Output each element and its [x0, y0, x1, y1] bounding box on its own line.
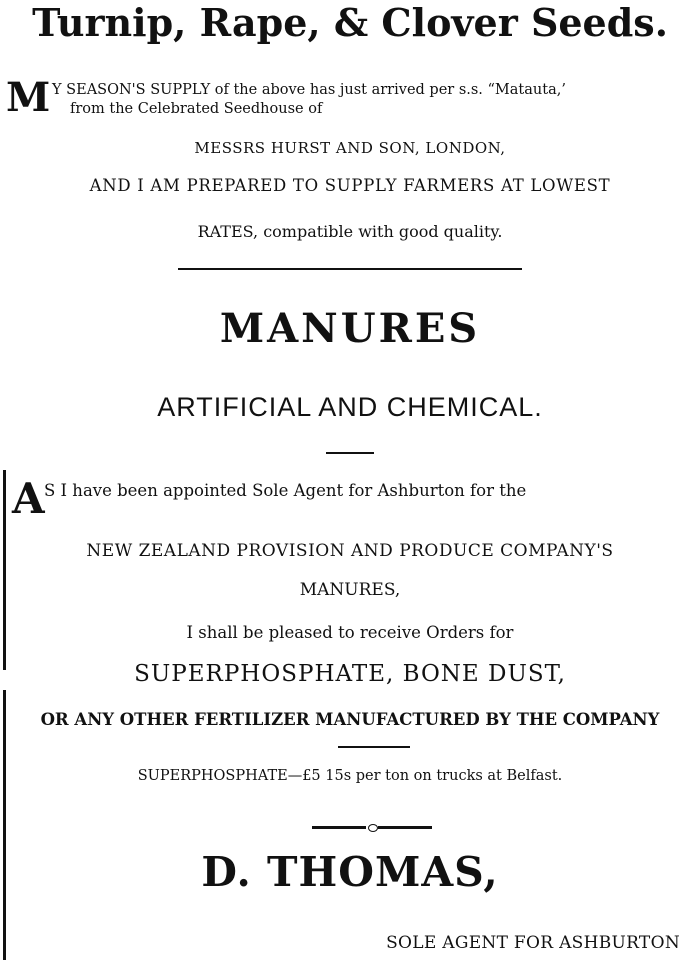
advertiser-title: SOLE AGENT FOR ASHBURTON — [386, 933, 680, 953]
agent-line: S I have been appointed Sole Agent for Ashburton for the — [44, 481, 527, 500]
company-line-2: MANURES, — [299, 580, 401, 600]
short-divider-1 — [326, 452, 374, 454]
company-line: NEW ZEALAND PROVISION AND PRODUCE COMPANY'S — [86, 541, 614, 561]
manures-subheading: ARTIFICIAL AND CHEMICAL. — [157, 392, 543, 422]
other-fertilizer-line: OR ANY OTHER FERTILIZER MANUFACTURED BY THE COMPANY — [40, 710, 660, 729]
products-line: SUPERPHOSPHATE, BONE DUST, — [134, 661, 566, 687]
intro-dropcap: M — [6, 74, 51, 121]
short-divider-2 — [338, 746, 410, 748]
seeds-heading: Turnip, Rape, & Clover Seeds. — [32, 0, 668, 45]
intro-line-2: from the Celebrated Seedhouse of — [70, 101, 323, 117]
manures-heading: MANURES — [219, 305, 481, 352]
orders-line: I shall be pleased to receive Orders for — [186, 623, 514, 642]
supplier-line: MESSRS HURST AND SON, LONDON, — [194, 139, 506, 157]
ornamental-divider — [312, 824, 434, 832]
advertiser-name: D. THOMAS, — [201, 848, 499, 896]
offer-line-1: AND I AM PREPARED TO SUPPLY FARMERS AT LOWEST — [89, 176, 611, 195]
intro-line-1: Y SEASON'S SUPPLY of the above has just arrived per s.s. “Matauta,’ — [52, 82, 566, 98]
left-margin-rule-lower — [3, 690, 6, 960]
section-divider — [178, 268, 522, 270]
offer-line-2: RATES, compatible with good quality. — [197, 222, 503, 241]
agent-dropcap: A — [12, 474, 45, 523]
price-line: SUPERPHOSPHATE—£5 15s per ton on trucks at Belfast. — [137, 768, 563, 784]
